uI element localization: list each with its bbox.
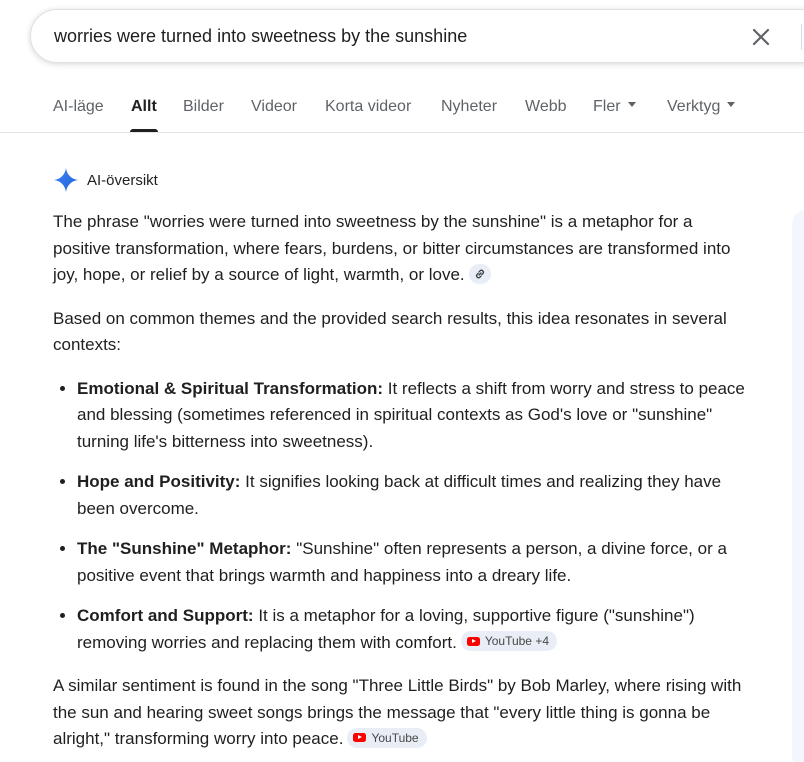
active-tab-indicator [130,129,158,132]
bullet-list [53,376,753,657]
search-divider [801,24,802,50]
tab-more[interactable]: Fler [593,98,636,116]
tab-images[interactable]: Bilder [183,98,224,115]
intro-paragraph: The phrase "worries were turned into sweetness by the sunshine" is a metaphor for a positive transformation, where fears, burdens, or bitter circumstances are transformed into joy, hope, or relief by a source of light, warmth, or love. [53,212,731,284]
close-icon[interactable] [750,26,772,48]
search-tabs [0,86,804,133]
chevron-down-icon [727,102,735,107]
side-panel [792,210,804,762]
tab-news[interactable]: Nyheter [441,98,498,115]
context-paragraph: Based on common themes and the provided search results, this idea resonates in several contexts: [53,308,727,354]
tab-short-videos[interactable]: Korta videor [325,98,412,115]
tab-web[interactable]: Webb [525,98,567,115]
list-item: • The "Sunshine" Metaphor: "Sunshine" often represents a person, a divine force, or a positive event that brings warmth and happiness into a dreary life. [77,536,753,589]
tab-tools[interactable]: Verktyg [667,98,735,116]
chevron-down-icon [628,102,636,107]
search-box[interactable] [30,9,804,63]
youtube-icon [353,733,366,742]
list-item: • Hope and Positivity: It signifies looking back at difficult times and realizing they have been overcome. [77,469,753,522]
tab-videos[interactable]: Videor [251,98,297,115]
ai-overview-header [53,166,158,194]
youtube-source-chip[interactable]: YouTube +4 [461,631,557,651]
ai-overview-content [53,209,753,762]
sparkle-icon [53,167,79,193]
link-icon[interactable] [469,264,491,284]
youtube-source-chip[interactable]: YouTube [347,728,426,748]
list-item: • Comfort and Support: It is a metaphor for a loving, supportive figure ("sunshine") removing worries and replacing them with comfort. YouTube +4 [77,603,753,656]
tab-all[interactable]: Allt [131,98,157,115]
tab-ai-mode[interactable]: AI-läge [53,98,104,115]
ai-overview-title: AI-översikt [87,171,158,189]
search-input[interactable]: worries were turned into sweetness by the sunshine [54,26,468,46]
youtube-icon [467,637,480,646]
closing-paragraph: A similar sentiment is found in the song "Three Little Birds" by Bob Marley, where rising with the sun and hearing sweet songs brings the message that "every little thing is gonna be alright," transforming worry into peace. YouTube [53,676,742,748]
list-item: • Emotional & Spiritual Transformation: It reflects a shift from worry and stress to peace and blessing (sometimes referenced in spiritual contexts as God's love or "sunshine" turning life's bitterness into sweetness). [77,376,753,456]
